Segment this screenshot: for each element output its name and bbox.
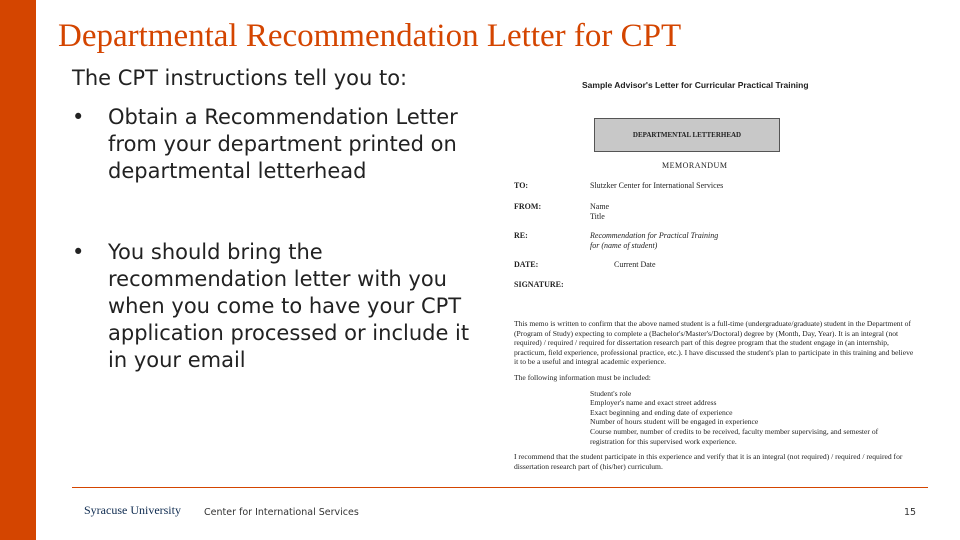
bullet-text: Obtain a Recommendation Letter from your department printed on departmental letterhead (108, 105, 458, 183)
from-name: Name (590, 202, 610, 211)
letter-requirement: Course number, number of credits to be received, faculty member supervising, and semester of registration for this supervised work experience. (590, 426, 879, 446)
letterhead-box (594, 118, 780, 152)
sample-letter-image (508, 78, 918, 488)
slide-title: Departmental Recommendation Letter for CPT (58, 18, 682, 54)
letter-body (514, 319, 914, 477)
date-value: Current Date (614, 260, 656, 269)
bullet-text: You should bring the recommendation letter with you when you come to have your CPT application processed or include it in your email (108, 240, 470, 372)
re-line1: Recommendation for Practical Training (590, 231, 719, 240)
letter-requirement: Number of hours student will be engaged in experience (590, 417, 759, 427)
letterhead-label: DEPARTMENTAL LETTERHEAD (632, 131, 742, 139)
footer-center-name: Center for International Services (204, 507, 359, 518)
from-label: FROM: (514, 202, 542, 211)
bullet-dot: • (72, 240, 85, 264)
re-value (590, 231, 718, 251)
to-value: Slutzker Center for International Services (590, 181, 724, 190)
bullet-item (72, 104, 472, 185)
date-label: DATE: (514, 260, 539, 269)
re-label: RE: (514, 231, 528, 240)
footer-divider (72, 487, 928, 488)
memo-label: MEMORANDUM (662, 161, 728, 170)
letter-requirement: Exact beginning and ending date of experience (590, 407, 733, 417)
letter-requirement: Student's role (590, 388, 632, 398)
bullet-item (72, 239, 472, 374)
letter-requirements (590, 389, 914, 447)
from-title: Title (590, 212, 605, 221)
letter-requirement: Employer's name and exact street address (590, 398, 717, 408)
letter-paragraph: The following information must be included: (514, 372, 651, 382)
university-logo: Syracuse University (84, 503, 181, 517)
page-number: 15 (904, 507, 917, 518)
to-label: TO: (514, 181, 529, 190)
left-accent-bar (0, 0, 36, 540)
from-value (590, 202, 609, 222)
letter-paragraph: I recommend that the student participate in this experience and verify that it is an integral (not required) / required / required for dissertation research part of (his/her) curriculum. (514, 452, 903, 471)
letter-paragraph: This memo is written to confirm that the above named student is a full-time (undergraduate/graduate) student in the Department of (Program of Study) expecting to complete a (Bachelor's/Master's/Doctoral) degree by (Month, Day, Year). It is an integral (not required) / required / required for dissertation research part of this degree program that the student engage in (an internship, practicum, field experience, professional practice, etc.). I have discussed the student's plan to participate in this training and believe it to be a useful and integral academic experience. (514, 319, 914, 367)
signature-label: SIGNATURE: (514, 280, 564, 289)
bullet-dot: • (72, 105, 85, 129)
re-line2: for (name of student) (590, 241, 658, 250)
letter-heading: Sample Advisor's Letter for Curricular Practical Training (582, 80, 809, 90)
intro-text: The CPT instructions tell you to: (72, 66, 408, 90)
bullet-list (72, 104, 472, 374)
